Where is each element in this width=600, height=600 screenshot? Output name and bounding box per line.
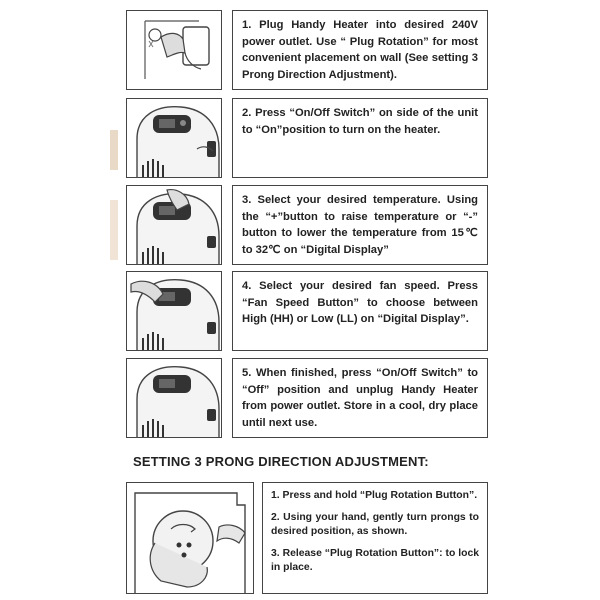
step-5-illustration bbox=[126, 358, 222, 438]
adjustment-heading: SETTING 3 PRONG DIRECTION ADJUSTMENT: bbox=[133, 454, 429, 469]
adjustment-steps bbox=[262, 482, 488, 594]
step-2 bbox=[126, 98, 488, 178]
step-3 bbox=[126, 185, 488, 265]
step-1-illustration bbox=[126, 10, 222, 90]
plug-rotation-illustration bbox=[126, 482, 254, 594]
edge-mark bbox=[110, 200, 118, 260]
left-page-edge bbox=[0, 0, 118, 600]
right-page-edge bbox=[592, 0, 600, 600]
step-5-text: 5. When finished, press “On/Off Switch” to “Off” position and unplug Handy Heater from power outlet. Store in a cool, dry place until next use. bbox=[232, 358, 488, 438]
adjustment-step-1: 1. Press and hold “Plug Rotation Button”. bbox=[271, 490, 478, 501]
adjustment-step-3: 3. Release “Plug Rotation Button”: to lock in place. bbox=[271, 548, 479, 573]
step-4-illustration bbox=[126, 271, 222, 351]
step-4 bbox=[126, 271, 488, 351]
step-3-illustration bbox=[126, 185, 222, 265]
step-1-text: 1. Plug Handy Heater into desired 240V power outlet. Use “ Plug Rotation” for most convenient placement on wall (See setting 3 Prong Direction Adjustment). bbox=[232, 10, 488, 90]
step-3-text: 3. Select your desired temperature. Using the “+”button to raise temperature or “-” button to lower the temperature from 15℃ to 32℃ on “Digital Display” bbox=[232, 185, 488, 265]
step-2-illustration bbox=[126, 98, 222, 178]
step-5 bbox=[126, 358, 488, 438]
step-2-text: 2. Press “On/Off Switch” on side of the unit to “On”position to turn on the heater. bbox=[232, 98, 488, 178]
step-4-text: 4. Select your desired fan speed. Press “Fan Speed Button” to choose between High (HH) or Low (LL) on “Digital Display”. bbox=[232, 271, 488, 351]
edge-mark bbox=[110, 130, 118, 170]
step-1 bbox=[126, 10, 488, 90]
adjustment-step-2: 2. Using your hand, gently turn prongs to desired position, as shown. bbox=[271, 512, 479, 537]
